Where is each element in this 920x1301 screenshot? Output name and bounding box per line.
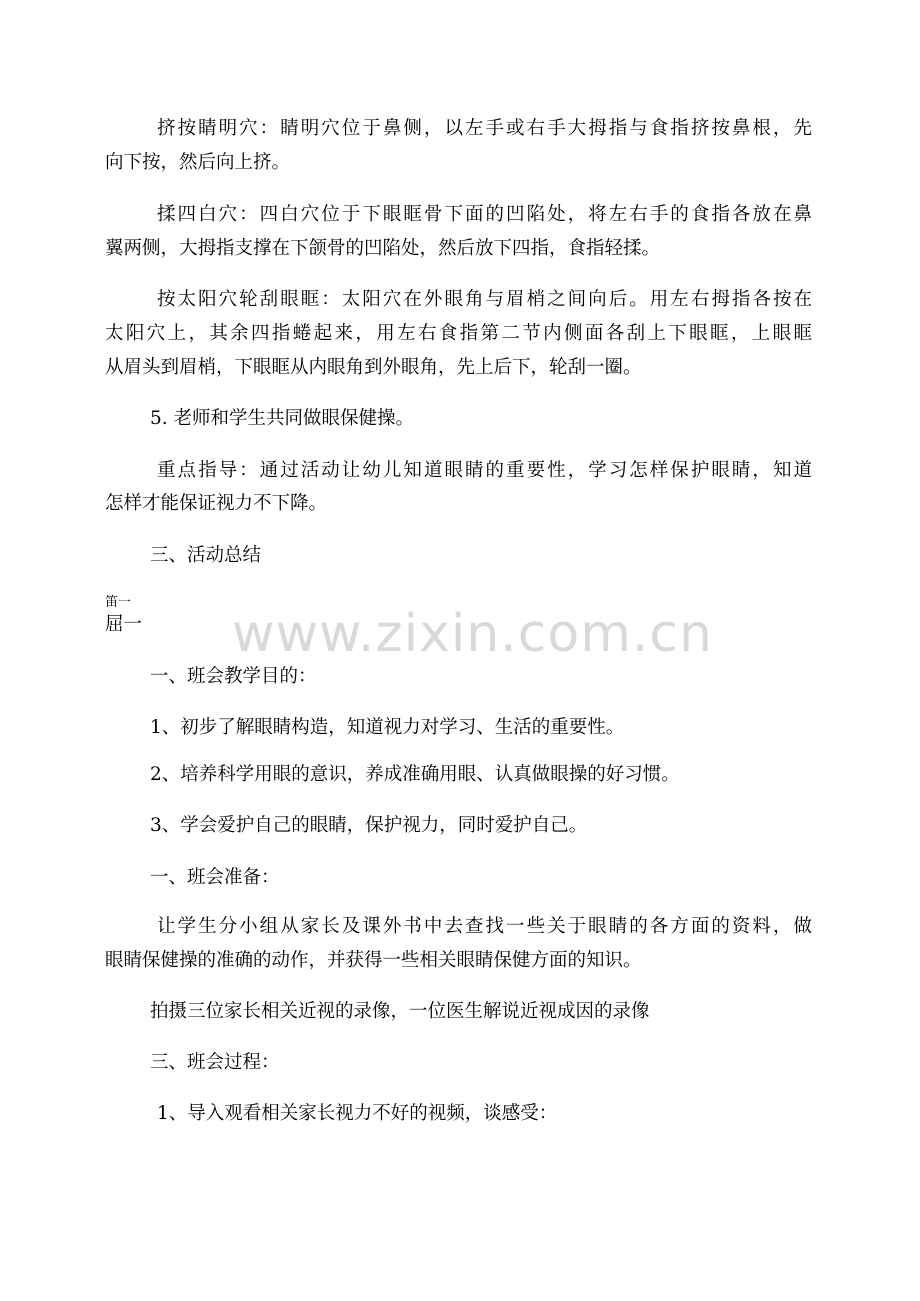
header-small-label: 笛一 bbox=[105, 595, 132, 610]
p2-line2: 翼两侧，大拇指支撑在下颌骨的凹陷处，然后放下四指，食指轻揉。 bbox=[105, 238, 661, 259]
p2-line1: 揉四白穴：四白穴位于下眼眶骨下面的凹陷处，将左右手的食指各放在鼻 bbox=[157, 204, 812, 225]
p1-line2: 向下按，然后向上挤。 bbox=[105, 152, 291, 173]
prep-line3: 拍摄三位家长相关近视的录像，一位医生解说近视成因的录像 bbox=[150, 1001, 650, 1022]
goal-item-3: 3、学会爱护自己的眼睛，保护视力，同时爱护自己。 bbox=[150, 815, 588, 836]
p3-line1: 按太阳穴轮刮眼眶：太阳穴在外眼角与眉梢之间向后。用左右拇指各按在 bbox=[157, 289, 812, 310]
watermark: www.zixin.com.cn bbox=[232, 604, 713, 664]
heading-goals: 一、班会教学目的： bbox=[150, 666, 317, 687]
goal-item-1: 1、初步了解眼睛构造，知道视力对学习、生活的重要性。 bbox=[150, 717, 625, 738]
p5-line2: 怎样才能保证视力不下降。 bbox=[105, 493, 328, 514]
prep-line2: 眼睛保健操的准确的动作，并获得一些相关眼睛保健方面的知识。 bbox=[105, 950, 642, 971]
section-heading-summary: 三、活动总结 bbox=[150, 545, 262, 566]
process-step-1: 1、导入观看相关家长视力不好的视频，谈感受： bbox=[157, 1103, 558, 1124]
prep-line1: 让学生分小组从家长及课外书中去查找一些关于眼睛的各方面的资料，做 bbox=[157, 916, 812, 937]
p1-line1: 挤按睛明穴：睛明穴位于鼻侧，以左手或右手大拇指与食指挤按鼻根，先 bbox=[157, 118, 812, 139]
goal-item-2: 2、培养科学用眼的意识，养成准确用眼、认真做眼操的好习惯。 bbox=[150, 764, 680, 785]
heading-preparation: 一、班会准备： bbox=[150, 867, 280, 888]
p3-line3: 从眉头到眉梢，下眼眶从内眼角到外眼角，先上后下，轮刮一圈。 bbox=[105, 357, 642, 378]
p3-line2: 太阳穴上，其余四指蜷起来，用左右食指第二节内侧面各刮上下眼眶，上眼眶 bbox=[105, 323, 812, 344]
heading-process: 三、班会过程： bbox=[150, 1052, 280, 1073]
p4: 5. 老师和学生共同做眼保健操。 bbox=[150, 408, 415, 429]
header-big-label: 屈一 bbox=[105, 614, 143, 635]
p5-line1: 重点指导：通过活动让幼儿知道眼睛的重要性，学习怎样保护眼睛，知道 bbox=[157, 460, 812, 481]
